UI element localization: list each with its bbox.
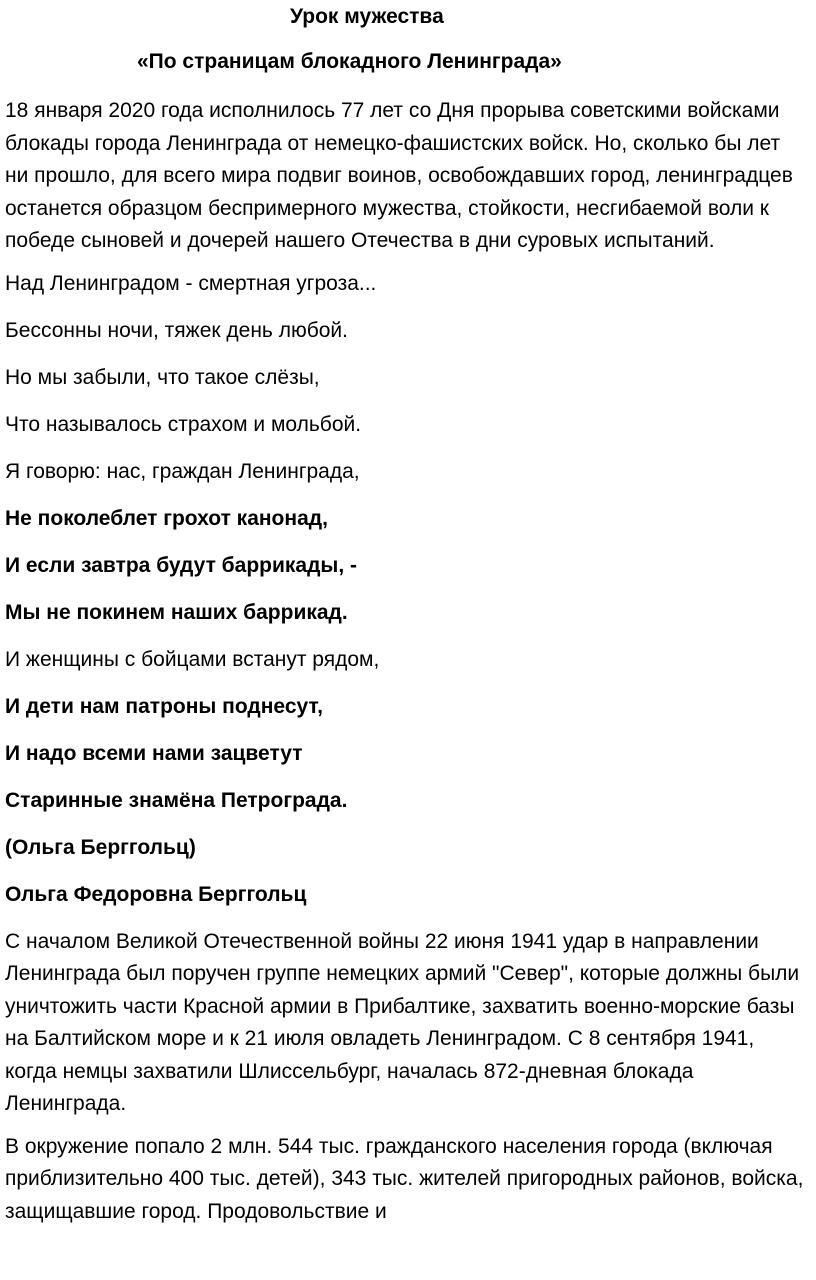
poem-line: Я говорю: нас, граждан Ленинграда,: [5, 459, 360, 483]
poem-line: Бессонны ночи, тяжек день любой.: [5, 318, 348, 342]
history-paragraph-2: В окружение попало 2 млн. 544 тыс. гражданского населения города (включая приблизительно 400 тыс. детей), 343 тыс. жителей пригородных районов, войска, защищавшие город. Продовольствие и: [5, 1134, 804, 1223]
intro-paragraph: 18 января 2020 года исполнилось 77 лет со Дня прорыва советскими войсками блокады города Ленинграда от немецко-фашистских войск. Но, сколько бы лет ни прошло, для всего мира подвиг воинов, освобождавших город, ленинградцев останется образцом беспримерного мужества, стойкости, несгибаемой воли к победе сыновей и дочерей нашего Отечества в дни суровых испытаний.: [5, 99, 793, 252]
poem-line: Не поколеблет грохот канонад,: [5, 506, 328, 530]
history-paragraph-1: С началом Великой Отечественной войны 22 июня 1941 удар в направлении Ленинграда был поручен группе немецких армий "Север", которые должны были уничтожить части Красной армии в Прибалтике, захватить военно-морские базы на Балтийском море и к 21 июля овладеть Ленинградом. С 8 сентября 1941, когда немцы захватили Шлиссельбург, началась 872-дневная блокада Ленинграда.: [5, 929, 800, 1115]
poem: [5, 268, 805, 911]
poem-line: Старинные знамёна Петрограда.: [5, 788, 348, 812]
document-subtitle: «По страницам блокадного Ленинграда»: [137, 50, 562, 73]
poem-line: Над Ленинградом - смертная угроза...: [5, 271, 377, 295]
poem-author: (Ольга Берггольц): [5, 835, 196, 859]
bio-heading: Ольга Федоровна Берггольц: [5, 882, 307, 906]
poem-line: И дети нам патроны поднесут,: [5, 694, 323, 718]
poem-line: Что называлось страхом и мольбой.: [5, 412, 362, 436]
document-body: [5, 95, 805, 1238]
document-title: Урок мужества: [290, 5, 444, 28]
poem-line: Мы не покинем наших баррикад.: [5, 600, 348, 624]
poem-line: Но мы забыли, что такое слёзы,: [5, 365, 320, 389]
poem-line: И женщины с бойцами встанут рядом,: [5, 647, 380, 671]
poem-line: И надо всеми нами зацветут: [5, 741, 303, 765]
poem-line: И если завтра будут баррикады, -: [5, 553, 358, 577]
